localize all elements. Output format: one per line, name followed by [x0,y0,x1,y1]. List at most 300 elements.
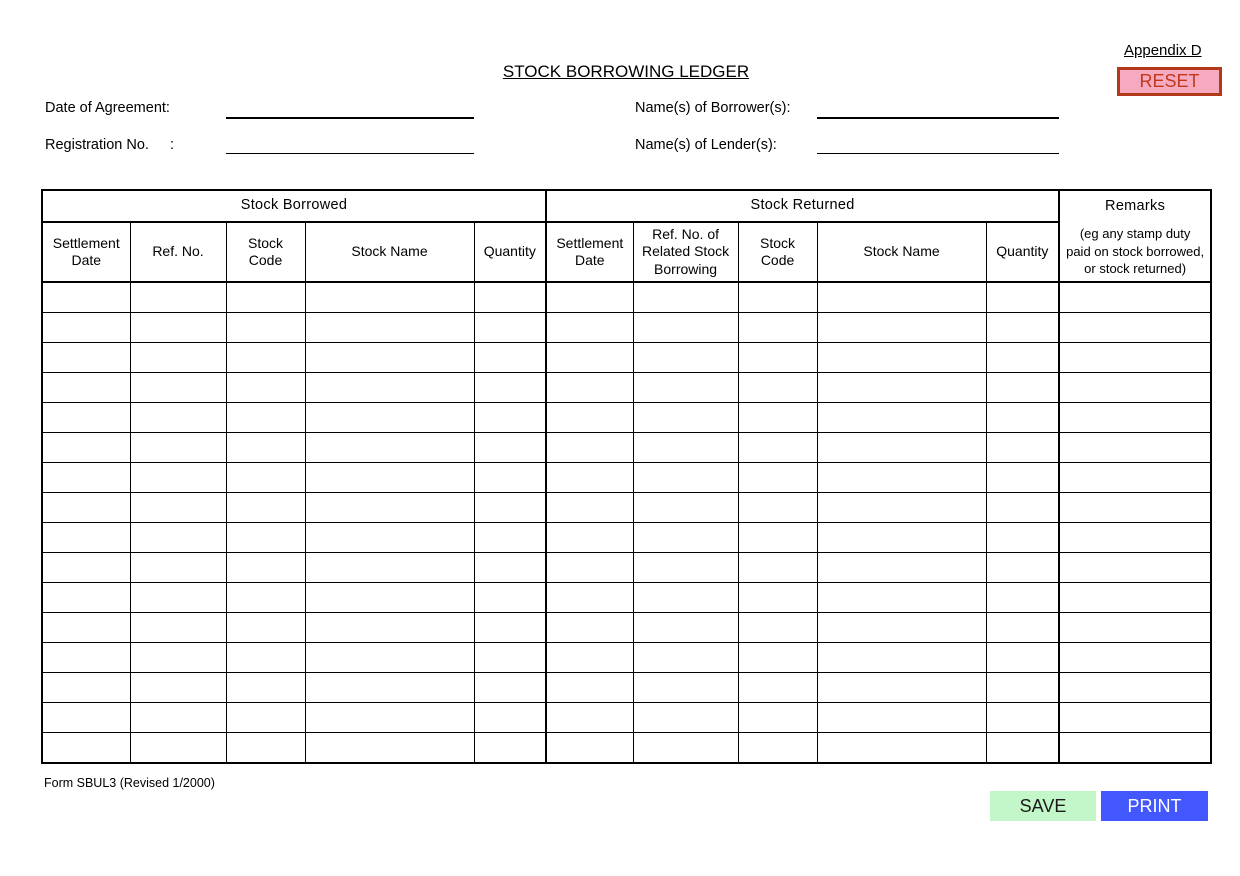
returned-quantity-input[interactable] [987,373,1059,402]
returned-ref-no-cell[interactable] [633,282,738,313]
returned-ref-no-cell[interactable] [633,613,738,643]
returned-settlement-date-input[interactable] [547,313,633,342]
borrowed-settlement-date-cell[interactable] [42,613,130,643]
borrowed-stock-name-cell[interactable] [305,583,474,613]
borrowed-quantity-cell[interactable] [474,553,546,583]
returned-stock-name-cell[interactable] [817,523,986,553]
borrowed-stock-name-input[interactable] [306,643,474,672]
borrowed-settlement-date-input[interactable] [43,463,130,492]
borrowed-ref-no-cell[interactable] [130,493,226,523]
borrowed-stock-name-input[interactable] [306,463,474,492]
borrowed-stock-code-cell[interactable] [226,493,305,523]
borrowed-stock-code-input[interactable] [227,643,305,672]
returned-ref-no-input[interactable] [634,523,738,552]
borrowed-stock-code-input[interactable] [227,553,305,582]
returned-ref-no-cell[interactable] [633,313,738,343]
borrowed-stock-name-input[interactable] [306,583,474,612]
returned-stock-code-input[interactable] [739,583,817,612]
returned-stock-name-cell[interactable] [817,733,986,764]
borrowed-stock-name-input[interactable] [306,433,474,462]
borrowed-stock-code-cell[interactable] [226,733,305,764]
returned-ref-no-cell[interactable] [633,463,738,493]
remarks-input[interactable] [1060,283,1210,312]
returned-stock-name-input[interactable] [818,403,986,432]
borrowed-stock-name-cell[interactable] [305,282,474,313]
remarks-cell[interactable] [1059,643,1211,673]
borrowed-ref-no-input[interactable] [131,673,226,702]
borrowed-quantity-cell[interactable] [474,643,546,673]
borrowed-quantity-input[interactable] [475,703,546,732]
borrowed-stock-code-input[interactable] [227,373,305,402]
borrowed-quantity-cell[interactable] [474,523,546,553]
returned-quantity-cell[interactable] [986,493,1059,523]
borrowed-quantity-input[interactable] [475,643,546,672]
returned-stock-name-input[interactable] [818,493,986,522]
borrowed-stock-code-cell[interactable] [226,523,305,553]
returned-ref-no-cell[interactable] [633,673,738,703]
returned-stock-code-cell[interactable] [738,673,817,703]
returned-stock-code-cell[interactable] [738,282,817,313]
returned-stock-name-cell[interactable] [817,583,986,613]
returned-settlement-date-input[interactable] [547,433,633,462]
returned-stock-code-cell[interactable] [738,493,817,523]
returned-stock-name-cell[interactable] [817,463,986,493]
returned-settlement-date-cell[interactable] [546,673,633,703]
returned-stock-code-cell[interactable] [738,703,817,733]
returned-stock-code-input[interactable] [739,613,817,642]
borrowed-settlement-date-input[interactable] [43,613,130,642]
borrowed-ref-no-input[interactable] [131,463,226,492]
borrowed-settlement-date-input[interactable] [43,433,130,462]
returned-quantity-cell[interactable] [986,433,1059,463]
returned-stock-code-cell[interactable] [738,373,817,403]
borrowed-ref-no-cell[interactable] [130,703,226,733]
borrowed-stock-name-input[interactable] [306,403,474,432]
returned-stock-code-input[interactable] [739,733,817,762]
returned-settlement-date-cell[interactable] [546,463,633,493]
returned-quantity-cell[interactable] [986,463,1059,493]
returned-stock-code-input[interactable] [739,523,817,552]
returned-quantity-input[interactable] [987,463,1059,492]
borrowed-quantity-cell[interactable] [474,373,546,403]
returned-settlement-date-input[interactable] [547,703,633,732]
returned-stock-code-input[interactable] [739,373,817,402]
borrowed-ref-no-cell[interactable] [130,373,226,403]
borrowed-stock-code-input[interactable] [227,583,305,612]
returned-stock-code-input[interactable] [739,433,817,462]
remarks-input[interactable] [1060,373,1210,402]
remarks-input[interactable] [1060,703,1210,732]
returned-quantity-cell[interactable] [986,703,1059,733]
borrowed-quantity-input[interactable] [475,373,546,402]
borrowed-stock-name-input[interactable] [306,673,474,702]
borrowed-stock-name-cell[interactable] [305,433,474,463]
borrowed-quantity-input[interactable] [475,463,546,492]
borrowed-settlement-date-input[interactable] [43,643,130,672]
borrowed-stock-code-input[interactable] [227,343,305,372]
returned-settlement-date-input[interactable] [547,463,633,492]
returned-stock-code-cell[interactable] [738,553,817,583]
returned-stock-name-cell[interactable] [817,493,986,523]
borrowed-quantity-input[interactable] [475,313,546,342]
remarks-input[interactable] [1060,553,1210,582]
save-button[interactable]: SAVE [990,791,1096,821]
borrowed-stock-code-input[interactable] [227,733,305,762]
returned-quantity-cell[interactable] [986,403,1059,433]
borrowed-settlement-date-cell[interactable] [42,282,130,313]
borrowed-stock-name-input[interactable] [306,553,474,582]
returned-ref-no-input[interactable] [634,613,738,642]
borrowed-ref-no-input[interactable] [131,373,226,402]
borrower-field[interactable] [817,99,1059,119]
remarks-input[interactable] [1060,313,1210,342]
returned-quantity-input[interactable] [987,643,1059,672]
remarks-input[interactable] [1060,613,1210,642]
returned-stock-code-input[interactable] [739,703,817,732]
borrowed-quantity-input[interactable] [475,553,546,582]
borrowed-stock-code-input[interactable] [227,403,305,432]
returned-settlement-date-input[interactable] [547,403,633,432]
borrowed-ref-no-input[interactable] [131,733,226,762]
borrowed-settlement-date-cell[interactable] [42,703,130,733]
returned-settlement-date-input[interactable] [547,343,633,372]
borrowed-settlement-date-cell[interactable] [42,313,130,343]
borrowed-settlement-date-input[interactable] [43,403,130,432]
borrowed-stock-name-input[interactable] [306,373,474,402]
borrowed-ref-no-input[interactable] [131,643,226,672]
returned-settlement-date-input[interactable] [547,733,633,762]
remarks-cell[interactable] [1059,583,1211,613]
returned-stock-name-cell[interactable] [817,373,986,403]
returned-settlement-date-input[interactable] [547,613,633,642]
returned-settlement-date-input[interactable] [547,523,633,552]
returned-ref-no-cell[interactable] [633,703,738,733]
borrowed-stock-name-input[interactable] [306,283,474,312]
remarks-cell[interactable] [1059,733,1211,764]
borrowed-quantity-input[interactable] [475,403,546,432]
borrowed-stock-name-input[interactable] [306,343,474,372]
remarks-cell[interactable] [1059,313,1211,343]
borrowed-stock-code-cell[interactable] [226,643,305,673]
returned-stock-code-input[interactable] [739,343,817,372]
returned-stock-name-cell[interactable] [817,643,986,673]
returned-stock-code-input[interactable] [739,493,817,522]
returned-stock-code-input[interactable] [739,553,817,582]
borrowed-ref-no-cell[interactable] [130,433,226,463]
returned-quantity-cell[interactable] [986,583,1059,613]
borrowed-stock-code-cell[interactable] [226,343,305,373]
remarks-input[interactable] [1060,643,1210,672]
returned-ref-no-input[interactable] [634,703,738,732]
borrowed-stock-code-input[interactable] [227,673,305,702]
borrowed-quantity-cell[interactable] [474,673,546,703]
remarks-cell[interactable] [1059,673,1211,703]
returned-stock-code-cell[interactable] [738,733,817,764]
borrowed-settlement-date-cell[interactable] [42,343,130,373]
remarks-input[interactable] [1060,583,1210,612]
returned-quantity-cell[interactable] [986,313,1059,343]
remarks-input[interactable] [1060,493,1210,522]
borrowed-stock-name-cell[interactable] [305,673,474,703]
returned-stock-code-cell[interactable] [738,403,817,433]
returned-ref-no-cell[interactable] [633,433,738,463]
returned-stock-code-cell[interactable] [738,613,817,643]
returned-quantity-cell[interactable] [986,282,1059,313]
returned-quantity-input[interactable] [987,583,1059,612]
returned-settlement-date-input[interactable] [547,553,633,582]
remarks-input[interactable] [1060,673,1210,702]
returned-quantity-input[interactable] [987,523,1059,552]
returned-quantity-input[interactable] [987,613,1059,642]
borrowed-ref-no-cell[interactable] [130,583,226,613]
returned-quantity-input[interactable] [987,553,1059,582]
returned-ref-no-cell[interactable] [633,493,738,523]
returned-stock-name-cell[interactable] [817,282,986,313]
returned-stock-name-input[interactable] [818,583,986,612]
returned-stock-name-cell[interactable] [817,613,986,643]
borrowed-stock-name-cell[interactable] [305,313,474,343]
borrowed-settlement-date-cell[interactable] [42,583,130,613]
borrowed-ref-no-input[interactable] [131,553,226,582]
remarks-cell[interactable] [1059,463,1211,493]
returned-quantity-cell[interactable] [986,553,1059,583]
borrowed-stock-name-input[interactable] [306,703,474,732]
borrowed-quantity-cell[interactable] [474,433,546,463]
remarks-input[interactable] [1060,733,1210,762]
returned-ref-no-input[interactable] [634,733,738,762]
returned-settlement-date-cell[interactable] [546,523,633,553]
returned-quantity-input[interactable] [987,733,1059,762]
remarks-input[interactable] [1060,523,1210,552]
borrowed-ref-no-input[interactable] [131,433,226,462]
print-button[interactable]: PRINT [1101,791,1208,821]
borrowed-ref-no-cell[interactable] [130,282,226,313]
remarks-input[interactable] [1060,343,1210,372]
borrowed-settlement-date-cell[interactable] [42,733,130,764]
borrowed-settlement-date-cell[interactable] [42,523,130,553]
borrowed-stock-code-input[interactable] [227,523,305,552]
borrowed-settlement-date-cell[interactable] [42,403,130,433]
borrowed-settlement-date-cell[interactable] [42,463,130,493]
borrowed-stock-name-cell[interactable] [305,373,474,403]
borrowed-settlement-date-input[interactable] [43,703,130,732]
borrowed-stock-code-cell[interactable] [226,282,305,313]
returned-quantity-cell[interactable] [986,523,1059,553]
remarks-input[interactable] [1060,433,1210,462]
returned-quantity-cell[interactable] [986,673,1059,703]
borrowed-stock-code-cell[interactable] [226,553,305,583]
returned-ref-no-input[interactable] [634,643,738,672]
registration-no-field[interactable] [226,134,474,154]
returned-stock-name-cell[interactable] [817,703,986,733]
returned-ref-no-cell[interactable] [633,373,738,403]
returned-settlement-date-input[interactable] [547,493,633,522]
returned-stock-name-cell[interactable] [817,313,986,343]
borrowed-quantity-input[interactable] [475,733,546,762]
borrowed-stock-code-cell[interactable] [226,583,305,613]
returned-ref-no-input[interactable] [634,583,738,612]
returned-settlement-date-input[interactable] [547,373,633,402]
returned-stock-name-input[interactable] [818,553,986,582]
borrowed-stock-name-cell[interactable] [305,493,474,523]
borrowed-settlement-date-cell[interactable] [42,553,130,583]
borrowed-stock-code-input[interactable] [227,313,305,342]
borrowed-stock-code-cell[interactable] [226,403,305,433]
borrowed-settlement-date-cell[interactable] [42,673,130,703]
returned-settlement-date-cell[interactable] [546,643,633,673]
borrowed-ref-no-input[interactable] [131,523,226,552]
borrowed-ref-no-input[interactable] [131,283,226,312]
borrowed-ref-no-input[interactable] [131,613,226,642]
borrowed-ref-no-cell[interactable] [130,613,226,643]
remarks-cell[interactable] [1059,343,1211,373]
remarks-cell[interactable] [1059,282,1211,313]
returned-quantity-cell[interactable] [986,343,1059,373]
returned-quantity-input[interactable] [987,283,1059,312]
borrowed-ref-no-cell[interactable] [130,553,226,583]
returned-ref-no-input[interactable] [634,553,738,582]
borrowed-stock-code-input[interactable] [227,613,305,642]
borrowed-stock-name-cell[interactable] [305,343,474,373]
borrowed-quantity-input[interactable] [475,583,546,612]
returned-ref-no-input[interactable] [634,403,738,432]
returned-settlement-date-input[interactable] [547,583,633,612]
returned-settlement-date-cell[interactable] [546,433,633,463]
borrowed-quantity-input[interactable] [475,343,546,372]
returned-stock-name-cell[interactable] [817,673,986,703]
borrowed-ref-no-cell[interactable] [130,463,226,493]
borrowed-stock-code-input[interactable] [227,283,305,312]
returned-settlement-date-input[interactable] [547,673,633,702]
returned-settlement-date-input[interactable] [547,643,633,672]
borrowed-quantity-cell[interactable] [474,733,546,764]
borrowed-stock-name-cell[interactable] [305,463,474,493]
borrowed-stock-code-cell[interactable] [226,313,305,343]
returned-stock-name-cell[interactable] [817,343,986,373]
returned-stock-code-cell[interactable] [738,343,817,373]
returned-ref-no-cell[interactable] [633,643,738,673]
borrowed-stock-code-input[interactable] [227,703,305,732]
borrowed-ref-no-input[interactable] [131,403,226,432]
returned-quantity-input[interactable] [987,703,1059,732]
date-of-agreement-field[interactable] [226,99,474,119]
borrowed-stock-code-cell[interactable] [226,433,305,463]
returned-quantity-cell[interactable] [986,373,1059,403]
borrowed-stock-name-input[interactable] [306,613,474,642]
returned-stock-code-cell[interactable] [738,433,817,463]
remarks-cell[interactable] [1059,613,1211,643]
returned-settlement-date-cell[interactable] [546,733,633,764]
borrowed-ref-no-cell[interactable] [130,733,226,764]
returned-ref-no-input[interactable] [634,373,738,402]
borrowed-stock-name-cell[interactable] [305,553,474,583]
returned-stock-code-cell[interactable] [738,313,817,343]
remarks-input[interactable] [1060,463,1210,492]
remarks-cell[interactable] [1059,373,1211,403]
returned-settlement-date-cell[interactable] [546,373,633,403]
borrowed-stock-name-cell[interactable] [305,403,474,433]
borrowed-stock-code-cell[interactable] [226,373,305,403]
returned-stock-name-input[interactable] [818,673,986,702]
returned-stock-name-input[interactable] [818,643,986,672]
borrowed-stock-code-cell[interactable] [226,703,305,733]
returned-stock-name-input[interactable] [818,433,986,462]
returned-stock-name-input[interactable] [818,733,986,762]
borrowed-stock-code-cell[interactable] [226,463,305,493]
returned-ref-no-cell[interactable] [633,403,738,433]
returned-stock-code-input[interactable] [739,673,817,702]
returned-quantity-input[interactable] [987,433,1059,462]
borrowed-ref-no-cell[interactable] [130,673,226,703]
remarks-cell[interactable] [1059,493,1211,523]
returned-ref-no-cell[interactable] [633,343,738,373]
returned-quantity-cell[interactable] [986,613,1059,643]
borrowed-quantity-cell[interactable] [474,583,546,613]
borrowed-quantity-input[interactable] [475,613,546,642]
borrowed-stock-name-cell[interactable] [305,613,474,643]
returned-stock-name-cell[interactable] [817,403,986,433]
returned-settlement-date-cell[interactable] [546,703,633,733]
borrowed-quantity-input[interactable] [475,673,546,702]
returned-stock-code-cell[interactable] [738,463,817,493]
returned-stock-code-input[interactable] [739,643,817,672]
borrowed-quantity-cell[interactable] [474,493,546,523]
returned-stock-code-input[interactable] [739,403,817,432]
returned-stock-code-input[interactable] [739,463,817,492]
returned-stock-code-cell[interactable] [738,583,817,613]
returned-quantity-input[interactable] [987,343,1059,372]
borrowed-settlement-date-input[interactable] [43,343,130,372]
returned-quantity-input[interactable] [987,673,1059,702]
returned-settlement-date-cell[interactable] [546,493,633,523]
borrowed-ref-no-cell[interactable] [130,523,226,553]
returned-ref-no-input[interactable] [634,343,738,372]
borrowed-settlement-date-input[interactable] [43,313,130,342]
returned-ref-no-input[interactable] [634,433,738,462]
borrowed-stock-name-input[interactable] [306,733,474,762]
returned-settlement-date-cell[interactable] [546,403,633,433]
remarks-cell[interactable] [1059,553,1211,583]
reset-button[interactable]: RESET [1117,67,1222,96]
returned-stock-name-cell[interactable] [817,433,986,463]
returned-ref-no-cell[interactable] [633,583,738,613]
returned-quantity-input[interactable] [987,493,1059,522]
returned-ref-no-input[interactable] [634,673,738,702]
borrowed-quantity-cell[interactable] [474,703,546,733]
borrowed-settlement-date-input[interactable] [43,673,130,702]
returned-stock-name-input[interactable] [818,703,986,732]
borrowed-stock-name-input[interactable] [306,493,474,522]
borrowed-quantity-cell[interactable] [474,403,546,433]
borrowed-stock-name-cell[interactable] [305,733,474,764]
borrowed-ref-no-input[interactable] [131,583,226,612]
borrowed-ref-no-cell[interactable] [130,313,226,343]
returned-settlement-date-input[interactable] [547,283,633,312]
borrowed-settlement-date-input[interactable] [43,553,130,582]
returned-ref-no-input[interactable] [634,493,738,522]
borrowed-quantity-cell[interactable] [474,343,546,373]
returned-settlement-date-cell[interactable] [546,282,633,313]
returned-stock-name-input[interactable] [818,613,986,642]
remarks-cell[interactable] [1059,433,1211,463]
borrowed-stock-name-cell[interactable] [305,643,474,673]
borrowed-stock-name-input[interactable] [306,313,474,342]
returned-ref-no-input[interactable] [634,283,738,312]
returned-stock-code-input[interactable] [739,283,817,312]
returned-stock-name-input[interactable] [818,283,986,312]
borrowed-stock-code-input[interactable] [227,493,305,522]
borrowed-settlement-date-input[interactable] [43,733,130,762]
